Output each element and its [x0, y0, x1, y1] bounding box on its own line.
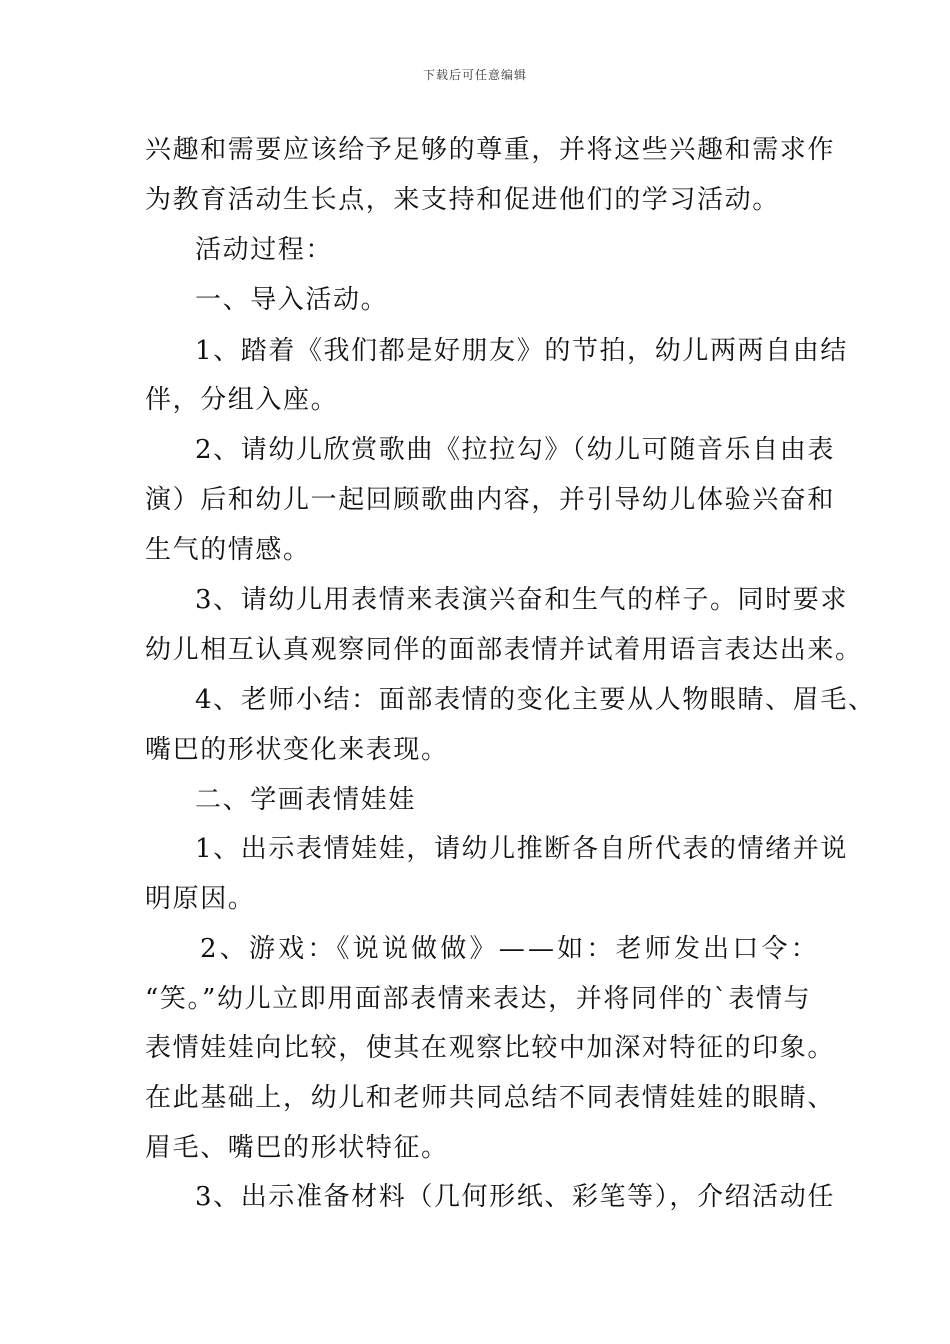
text-line: 伴，分组入座。 — [145, 385, 339, 415]
text-line: 兴趣和需要应该给予足够的尊重，并将这些兴趣和需求作 — [145, 135, 836, 165]
text-line: 3、出示准备材料（几何形纸、彩笔等），介绍活动任 — [195, 1182, 835, 1212]
text-line: “笑。”幼儿立即用面部表情来表达，并将同伴的`表情与 — [145, 984, 812, 1014]
text-line: 嘴巴的形状变化来表现。 — [145, 735, 449, 765]
text-line: 1、出示表情娃娃，请幼儿推断各自所代表的情绪并说 — [195, 834, 848, 864]
section-heading: 二、学画表情娃娃 — [195, 785, 416, 815]
text-line: 4、老师小结：面部表情的变化主要从人物眼睛、眉毛、 — [195, 685, 876, 715]
text-line: 为教育活动生长点，来支持和促进他们的学习活动。 — [145, 185, 780, 215]
section-heading: 活动过程： — [195, 235, 334, 265]
text-line: 1、踏着《我们都是好朋友》的节拍，幼儿两两自由结 — [195, 336, 848, 366]
section-heading: 一、导入活动。 — [195, 285, 389, 315]
page-header: 下载后可任意编辑 — [422, 68, 527, 82]
text-line: 在此基础上，幼儿和老师共同总结不同表情娃娃的眼睛、 — [145, 1083, 836, 1113]
text-line: 演）后和幼儿一起回顾歌曲内容，并引导幼儿体验兴奋和 — [145, 485, 836, 515]
text-line: 表情娃娃向比较，使其在观察比较中加深对特征的印象。 — [145, 1033, 836, 1063]
text-line: 3、请幼儿用表情来表演兴奋和生气的样子。同时要求 — [195, 585, 848, 615]
text-line: 眉毛、嘴巴的形状特征。 — [145, 1133, 449, 1163]
text-line: 生气的情感。 — [145, 535, 311, 565]
text-line: 2、请幼儿欣赏歌曲《拉拉勾》（幼儿可随音乐自由表 — [195, 435, 835, 465]
text-line: 明原因。 — [145, 884, 256, 914]
text-line: 2、游戏：《说说做做》——如：老师发出口令： — [200, 934, 820, 964]
text-line: 幼儿相互认真观察同伴的面部表情并试着用语言表达出来。 — [145, 635, 863, 665]
